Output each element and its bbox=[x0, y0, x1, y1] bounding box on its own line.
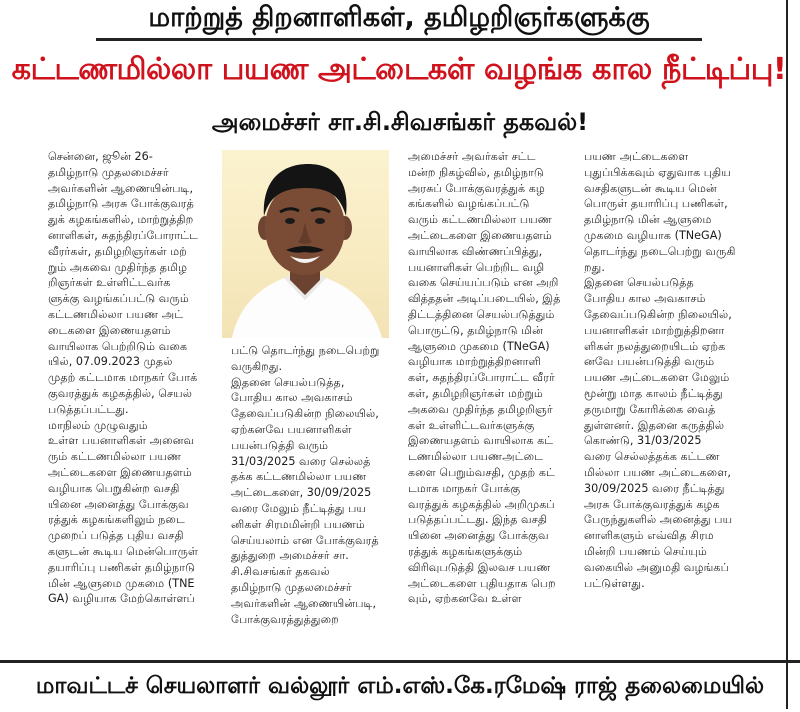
article-line: டணமில்லா பயணஅட்டை bbox=[408, 450, 544, 464]
article-line: கங்களில் வழங்கப்பட்டு bbox=[408, 197, 530, 211]
article-line: வரத்துக் கழகத்தில் அறிமுகப் bbox=[408, 497, 555, 511]
article-line: மாநிலம் முழுவதும் bbox=[48, 418, 148, 432]
article-line: மன்ற நிகழ்வில், தமிழ்நாடு bbox=[408, 165, 544, 179]
next-headline: மாவட்டச் செயலாளர் வல்லூர் எம்.எஸ்.கே.ரமேஷ் ராஜ் தலைமையில் bbox=[0, 660, 800, 712]
article-line: முகமை வழியாக (TNeGA) bbox=[584, 228, 722, 242]
article-line: களுடன் கூடிய மென்பொருள் bbox=[48, 544, 199, 558]
article-line: தமிழ்நாடு முதலமைச்சர் bbox=[48, 165, 169, 179]
article-line: வருகிறது. bbox=[231, 359, 283, 373]
article-line: அட்டைகளை இணையதளம் bbox=[408, 228, 552, 242]
subheadline: அமைச்சர் சா.சி.சிவசங்கர் தகவல்! bbox=[211, 108, 589, 136]
article-line: யில், 07.09.2023 முதல் bbox=[48, 355, 173, 369]
article-line: அமைச்சர் அவர்கள் சட்ட bbox=[408, 150, 536, 163]
article-column-2 bbox=[231, 343, 399, 627]
article-line: வழியாக மாற்றுத்திறனாளி bbox=[408, 355, 541, 369]
article-line: பட்டுள்ளது. bbox=[584, 576, 645, 590]
article-line: வும், ஏற்கனவே உள்ள bbox=[408, 592, 522, 606]
article-line: னவே பயன்படுத்தி வரும் bbox=[584, 355, 715, 369]
article-line: 31/03/2025 வரை செல்லத் bbox=[231, 454, 371, 468]
article-line: கட்டணமில்லா பயண அட் bbox=[48, 307, 184, 321]
article-line: சென்னை, ஜூன் 26- bbox=[48, 150, 153, 163]
article-line: அட்டைகளை இணையதளம் bbox=[48, 465, 192, 479]
article-line: தருமாறு கோரிக்கை வைத் bbox=[584, 402, 716, 416]
article-line: ளிகள் நலத்துறையிடம் ஏற்க bbox=[584, 339, 726, 353]
article-line: படுத்தப்பட்டது. bbox=[48, 402, 129, 416]
article-line: வீரர்கள், தமிழறிஞர்கள் மற் bbox=[48, 244, 187, 258]
article-column-3 bbox=[408, 149, 574, 607]
article-line: அரசு போக்குவரத்துக் கழக bbox=[584, 497, 720, 511]
article-line: றது. bbox=[584, 260, 605, 274]
article-line: கள், தமிழறிஞர்கள் மற்றும் bbox=[408, 386, 543, 400]
headline: கட்டணமில்லா பயண அட்டைகள் வழங்க கால நீட்டிப்பு! bbox=[11, 52, 787, 87]
article-line: விரிவுபடுத்தி இலவச பயண bbox=[408, 560, 551, 574]
article-line: டைகளை இணையதளம் bbox=[48, 323, 171, 337]
article-line: ரத்துக் கழகங்களுக்கும் bbox=[408, 544, 523, 558]
article-line: பயண அட்டைகளை bbox=[584, 150, 689, 163]
article-line: தேவைப்படுகின்ற நிலையில், bbox=[584, 307, 732, 321]
article-line: வகையில் அனுமதி வழங்கப் bbox=[584, 560, 729, 574]
article-line: வித்ததன் அடிப்படையில், இத் bbox=[408, 292, 561, 306]
article-line: தேவைப்படுகின்ற நிலையில், bbox=[231, 407, 379, 421]
article-line: போதிய கால அவகாசம் bbox=[584, 292, 706, 306]
article-line: ரத்துக் கழகங்களிலும் நடை bbox=[48, 513, 185, 527]
article-line: மில்லா பயண அட்டைகளை, bbox=[584, 465, 731, 479]
article-line: பேருந்துகளில் அனைத்து பய bbox=[584, 513, 733, 527]
article-line: சி.சிவசங்கர் தகவல் bbox=[231, 565, 330, 579]
article-line: அட்டைகளை, 30/09/2025 bbox=[231, 486, 372, 500]
article-line: அவர்களின் ஆணையின்படி, bbox=[231, 596, 377, 610]
portrait-image bbox=[222, 150, 389, 338]
article-line: GA) வழியாக மேற்கொள்ளப் bbox=[48, 592, 195, 606]
article-line: ளுக்கு வழங்கப்பட்டு வரும் bbox=[48, 292, 189, 306]
article-line: இதனை செயல்படுத்த, bbox=[231, 375, 345, 389]
article-line: புதுப்பிக்கவும் ஏதுவாக புதிய bbox=[584, 165, 731, 179]
article-line: துக் கழகங்களில், மாற்றுத்திற bbox=[48, 213, 194, 227]
article-line: வாயிலாக விண்ணப்பித்து, bbox=[408, 244, 543, 258]
article-line: கள் உள்ளிட்டவர்களுக்கு bbox=[408, 418, 535, 432]
article-line: பொருட்டு, தமிழ்நாடு மின் bbox=[408, 323, 543, 337]
article-line: பயண அட்டைகளை மேலும் bbox=[584, 371, 730, 385]
article-line: குவரத்துக் கழகத்தில், செயல் bbox=[48, 386, 193, 400]
article-line: தக்க கட்டணமில்லா பயண bbox=[231, 470, 367, 484]
minister-photo bbox=[222, 150, 389, 338]
article-column-4 bbox=[584, 149, 752, 591]
article-line: இதனை செயல்படுத்த bbox=[584, 276, 694, 290]
article-line: னிகள் சிரமமின்றி பயணம் bbox=[231, 517, 365, 531]
article-line: பயனாளிகள் பெற்றிட வழி bbox=[408, 260, 545, 274]
article-line: மின் ஆளுமை முகமை (TNE bbox=[48, 576, 195, 590]
article-line: வகை செய்யப்படும் என அறி bbox=[408, 276, 559, 290]
article-line: மின்றி பயணம் செய்யும் bbox=[584, 544, 707, 558]
article-line: திட்டத்தினை செயல்படுத்தும் bbox=[408, 307, 555, 321]
article-line: அவர்களின் ஆணையின்படி, bbox=[48, 181, 194, 195]
article-line: யினை அனைத்து போக்குவ bbox=[408, 529, 549, 543]
article-line: தமிழ்நாடு அரசு போக்குவரத் bbox=[48, 197, 194, 211]
article-line: மூன்று மாத காலம் நீட்டித்து bbox=[584, 386, 723, 400]
article-line: முறைப் படுத்த புதிய வசதி bbox=[48, 529, 184, 543]
article-line: வாயிலாக பெற்றிடும் வகை bbox=[48, 339, 188, 353]
article-line: னாளிகளும் எவ்வித சிரம bbox=[584, 529, 714, 543]
article-line: போக்குவரத்துத்துறை bbox=[231, 612, 339, 626]
article-line: வழியாக பெறுகின்ற வசதி bbox=[48, 481, 180, 495]
article-line: வசதிகளுடன் கூடிய மென் bbox=[584, 181, 717, 195]
article-line: தொடர்ந்து நடைபெற்று வருகி bbox=[584, 244, 736, 258]
article-line: செய்யலாம் என போக்குவரத் bbox=[231, 533, 379, 547]
article-line: றிஞர்கள் உள்ளிட்டவர்க bbox=[48, 276, 171, 290]
article-line: பயன்படுத்தி வரும் bbox=[231, 438, 329, 452]
article-line: போதிய கால அவகாசம் bbox=[231, 391, 353, 405]
article-line: கொண்டு, 31/03/2025 bbox=[584, 434, 702, 448]
article-line: உள்ள பயனாளிகள் அனைவ bbox=[48, 434, 195, 448]
article-line: அட்டைகளை புதியதாக பெற bbox=[408, 576, 556, 590]
article-line: தமிழ்நாடு முதலமைச்சர் bbox=[231, 580, 352, 594]
article-line: துத்துறை அமைச்சர் சா. bbox=[231, 549, 349, 563]
kicker-title: மாற்றுத் திறனாளிகள், தமிழறிஞர்களுக்கு bbox=[96, 0, 702, 41]
article-line: ஆளுமை முகமை (TNeGA) bbox=[408, 339, 550, 353]
article-line: வரை செல்லத்தக்க கட்டண bbox=[584, 450, 720, 464]
article-column-1 bbox=[48, 149, 218, 607]
article-line: படுத்தப்பட்டது. இந்த வசதி bbox=[408, 513, 548, 527]
article-line: இணையதளம் வாயிலாக கட் bbox=[408, 434, 554, 448]
article-line: வரை மேலும் நீட்டித்து பய bbox=[231, 501, 367, 515]
article-line: தமிழ்நாடு மின் ஆளுமை bbox=[584, 213, 712, 227]
article-line: ஏற்கனவே பயனாளிகள் bbox=[231, 422, 352, 436]
article-line: பட்டு தொடர்ந்து நடைபெற்று bbox=[231, 344, 380, 357]
article-line: பயனாளிகள் மாற்றுத்திறனா bbox=[584, 323, 725, 337]
article-line: தயாரிப்பு பணிகள் தமிழ்நாடு bbox=[48, 560, 196, 574]
article-line: பொருள் தயாரிப்பு பணிகள், bbox=[584, 197, 728, 211]
article-line: யினை அனைத்து போக்குவ bbox=[48, 497, 189, 511]
article-line: ரும் கட்டணமில்லா பயண bbox=[48, 450, 182, 464]
article-line: டமாக மாநகர் போக்கு bbox=[408, 481, 521, 495]
article-line: அகவை முதிர்ந்த தமிழறிஞர் bbox=[408, 402, 553, 416]
article-line: துள்ளனர். இதனை கருத்தில் bbox=[584, 418, 725, 432]
article-line: முதற் கட்டமாக மாநகர் போக் bbox=[48, 371, 198, 385]
article-line: வரும் கட்டணமில்லா பயண bbox=[408, 213, 552, 227]
article-line: 30/09/2025 வரை நீட்டித்து bbox=[584, 481, 725, 495]
article-line: னாளிகள், சுதந்திரப்போராட்ட bbox=[48, 228, 199, 242]
article-line: அரசுப் போக்குவரத்துக் கழ bbox=[408, 181, 545, 195]
article-line: கள், சுதந்திரப்போராட்ட வீரர் bbox=[408, 371, 555, 385]
article-line: களை பெறும்வசதி, முதற் கட் bbox=[408, 465, 555, 479]
article-line: றும் அகவை முதிர்ந்த தமிழ bbox=[48, 260, 188, 274]
